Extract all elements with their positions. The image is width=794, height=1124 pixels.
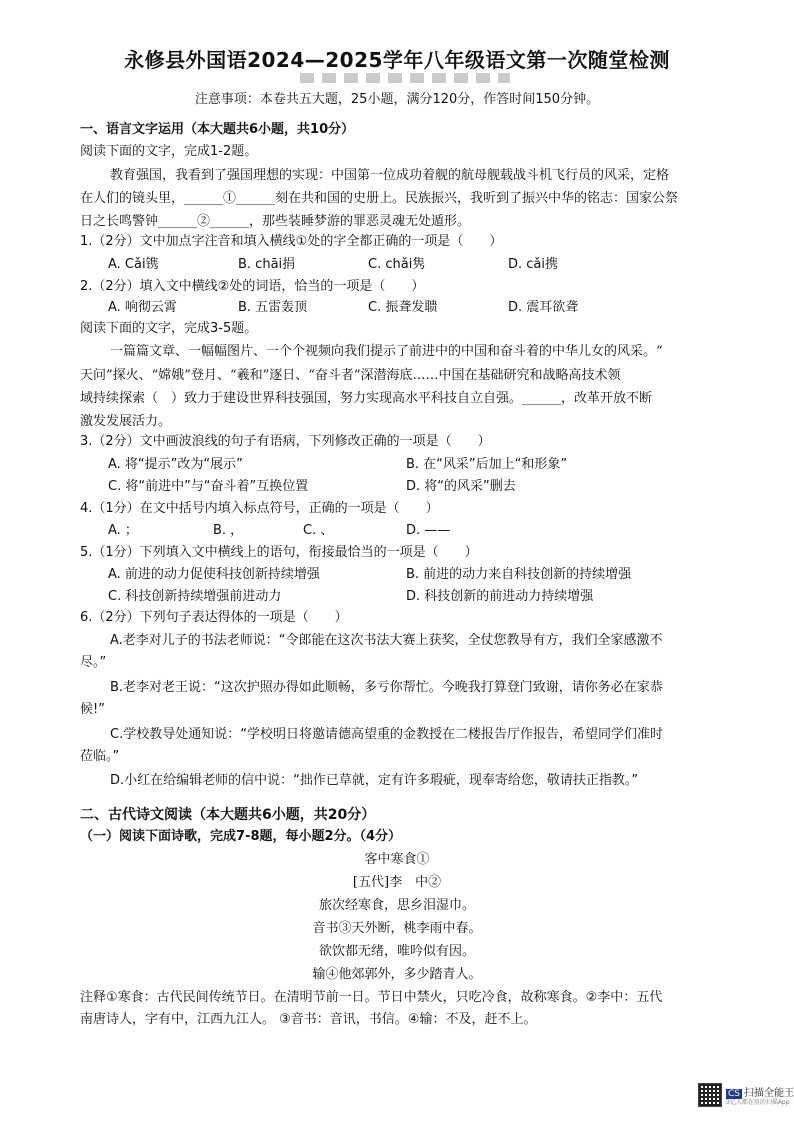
question-6-option-b-line2: 候!”: [80, 702, 105, 717]
option-a: A. Cǎi镌: [108, 257, 159, 272]
option-c: C. 、: [303, 523, 334, 538]
poem-line-4: 输④他郊郭外，多少踏青人。: [312, 967, 482, 982]
poem-line-1: 旅次经寒食，思乡泪湿巾。: [318, 898, 475, 913]
qr-code-icon: [698, 1083, 722, 1107]
question-3: 3.（2分）文中画波浪线的句子有语病，下列修改正确的一项是（ ）: [80, 434, 491, 449]
poem-line-2: 音书③天外断，桃李雨中春。: [312, 921, 482, 936]
read-instruction-1: 阅读下面的文字，完成1-2题。: [80, 144, 258, 159]
cs-badge: CS: [728, 1089, 740, 1099]
question-4: 4.（1分）在文中括号内填入标点符号，正确的一项是（ ）: [80, 501, 439, 516]
option-d: D. 科技创新的前进动力持续增强: [406, 589, 594, 604]
option-b: B. 前进的动力来自科技创新的持续增强: [406, 567, 632, 582]
notes-line-2: 南唐诗人，字有中，江西九江人。 ③音书：音讯，书信。④输：不及，赶不上。: [80, 1012, 537, 1027]
question-6: 6.（2分）下列句子表达得体的一项是（ ）: [80, 610, 348, 625]
poem-line-3: 欲饮都无绪，唯吟似有因。: [318, 944, 475, 959]
poem-title: 客中寒食①: [364, 852, 430, 867]
question-6-option-a-line1: A.老李对儿子的书法老师说：“令郎能在这次书法大赛上获奖，全仗您教导有方，我们全家感激不: [110, 633, 663, 648]
question-1: 1.（2分）文中加点字注音和填入横线①处的字全都正确的一项是（ ）: [80, 234, 503, 249]
option-b: B. 在“风采”后加上“和形象”: [406, 457, 568, 472]
option-b: B. ，: [213, 523, 244, 538]
question-2: 2.（2分）填入文中横线②处的词语，恰当的一项是（ ）: [80, 279, 425, 294]
option-b: B. chāi捐: [238, 257, 296, 272]
scanner-app-tagline: 3亿人都在用的扫描App: [726, 1099, 790, 1106]
read-instruction-2: 阅读下面的文字，完成3-5题。: [80, 321, 258, 336]
passage2-line3: 域持续探索（ ）致力于建设世界科技强国，努力实现高水平科技自立自强。______，改革开放不断: [80, 391, 653, 406]
option-c: C. 科技创新持续增强前进动力: [108, 589, 282, 604]
question-6-option-c-line2: 莅临。”: [80, 749, 120, 764]
option-a: A. 响彻云霄: [108, 300, 177, 315]
passage2-line4: 激发发展活力。: [80, 414, 172, 429]
passage2-line1: 一篇篇文章、一幅幅图片、一个个视频向我们提示了前进中的中国和奋斗着的中华儿女的风采。“: [110, 344, 663, 359]
poem-author: [五代]李 中②: [352, 875, 442, 890]
option-d: D. 将“的风采”删去: [406, 479, 516, 494]
question-6-option-a-line2: 尽。”: [80, 655, 107, 670]
notice-text: 注意事项：本卷共五大题，25小题，满分120分，作答时间150分钟。: [194, 92, 600, 107]
question-6-option-b-line1: B.老李对老王说：“这次护照办得如此顺畅，多亏你帮忙。今晚我打算登门致谢，请你务必在家恭: [110, 680, 663, 695]
option-a: A. ；: [108, 523, 138, 538]
option-c: C. 将“前进中”与“奋斗着”互换位置: [108, 479, 309, 494]
option-d: D. 震耳欲聋: [508, 300, 579, 315]
passage1-line1: 教育强国，我看到了强国理想的实现：中国第一位成功着舰的航母舰载战斗机飞行员的风采，定格: [110, 168, 670, 183]
question-6-option-d: D.小红在给编辑老师的信中说：“拙作已草就，定有许多瑕疵，现奉寄给您，敬请扶正指教。”: [110, 773, 639, 788]
question-5: 5.（1分）下列填入文中横线上的语句，衔接最恰当的一项是（ ）: [80, 545, 478, 560]
section1-heading: 一、语言文字运用（本大题共6小题，共10分）: [80, 122, 355, 137]
option-c: C. chǎi隽: [368, 257, 426, 272]
passage1-line2: 在人们的镜头里，______①______刻在共和国的史册上。民族振兴，我听到了振兴中华的铭志：国家公祭: [80, 191, 679, 206]
passage2-line2: 天问”探火、“嫦娥”登月、“羲和”逐日、“奋斗者”深潜海底……中国在基础研究和战略高技术领: [80, 368, 621, 383]
section2-subheading: （一）阅读下面诗歌，完成7-8题，每小题2分。（4分）: [80, 829, 402, 844]
option-d: D. ——: [406, 523, 451, 538]
faded-text-smudge: [300, 73, 510, 83]
section2-heading: 二、古代诗文阅读（本大题共6小题，共20分）: [80, 807, 376, 823]
notes-line-1: 注释①寒食：古代民间传统节日。在清明节前一日。节日中禁火，只吃冷食，故称寒食。②李中：五代: [80, 990, 663, 1005]
passage1-line3: 日之长鸣警钟______②______，那些装睡梦游的罪恶灵魂无处遁形。: [80, 214, 471, 229]
option-d: D. cǎi携: [508, 257, 559, 272]
option-a: A. 前进的动力促使科技创新持续增强: [108, 567, 320, 582]
option-a: A. 将“提示”改为“展示”: [108, 457, 243, 472]
scanner-app-name: 扫描全能王: [744, 1088, 794, 1099]
option-b: B. 五雷轰顶: [238, 300, 308, 315]
exam-title: 永修县外国语2024—2025学年八年级语文第一次随堂检测: [124, 48, 670, 72]
option-c: C. 振聋发聩: [368, 300, 438, 315]
question-6-option-c-line1: C.学校教导处通知说：“学校明日将邀请德高望重的金教授在二楼报告厅作报告，希望同学们准时: [110, 727, 663, 742]
